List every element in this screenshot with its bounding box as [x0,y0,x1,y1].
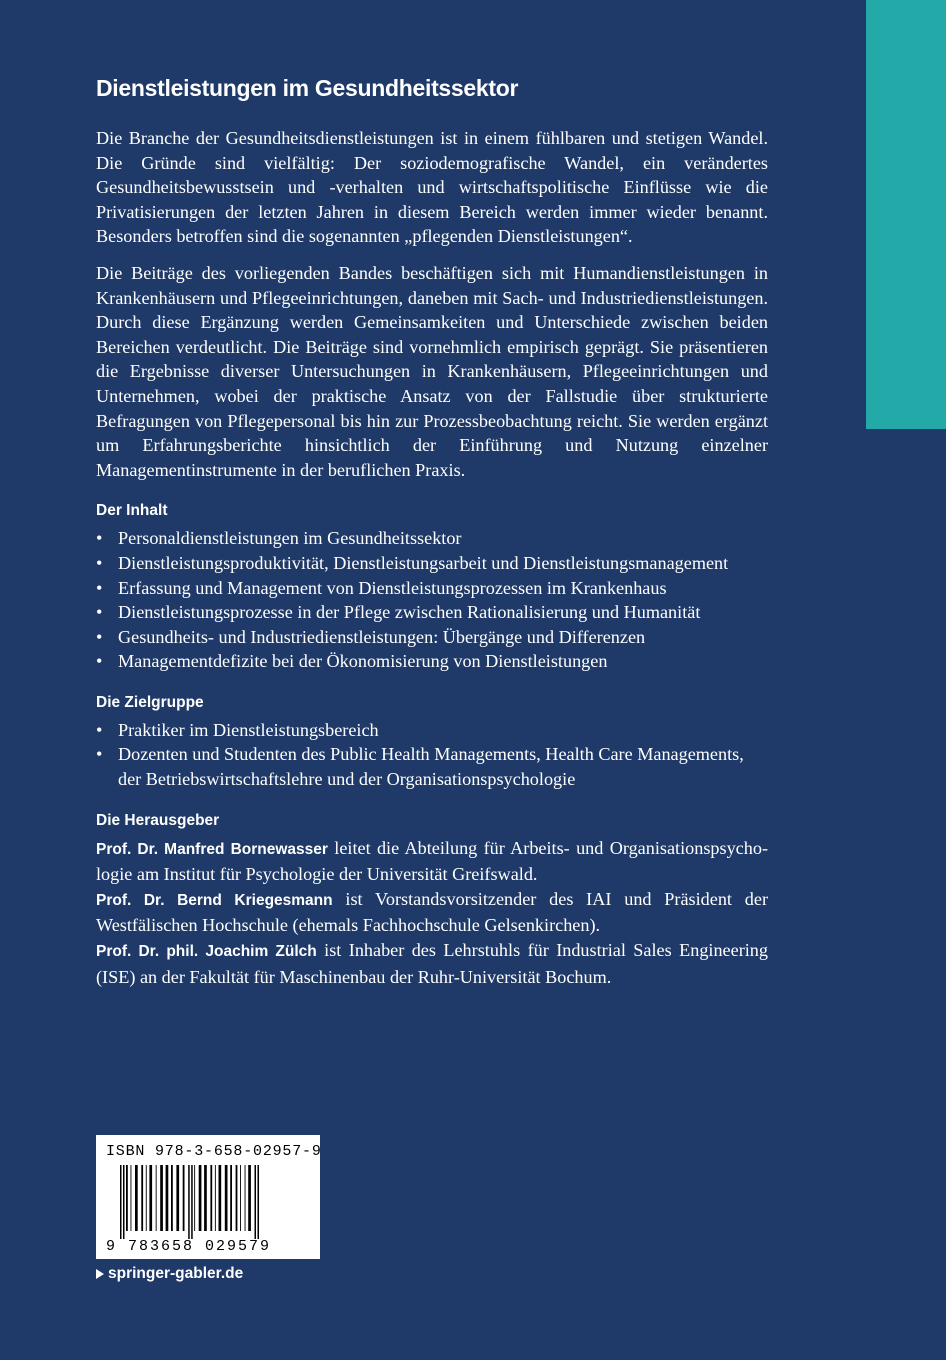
list-item: • Managementdefizite bei der Ökonomisierung von Dienstleistungen [96,649,768,674]
barcode-bar [210,1165,212,1231]
barcode-bar [146,1165,147,1231]
barcode-bar [126,1165,128,1231]
barcode-bar [204,1165,207,1231]
barcode-bar [120,1165,122,1239]
editor-description: ist Vorstandsvorsitzender des IAI und Präsident der Westfälischen Hochschule (ehemals Fachhochschule Gelsenkirchen). [96,889,768,936]
barcode-bar [141,1165,143,1231]
website-link[interactable]: springer-gabler.de [108,1265,244,1282]
barcode-number: 9 783658 029579 [106,1238,272,1255]
barcode-bar [131,1165,132,1231]
arrow-right-icon [96,1269,104,1279]
barcode-bar [160,1165,163,1231]
barcode-bar [166,1165,169,1231]
barcode-bar [191,1165,193,1239]
contents-paragraph: Die Beiträge des vorliegenden Bandes beschäftigen sich mit Humandienstleistungen in Krankenhäusern und Pflegeeinrichtungen, daneben mit Sach- und Industriedienstleistungen. Durch diese Ergänzung werden Gemeinsamkeiten und Unterschiede zwischen beiden Bereichen verdeutlicht. Die Beiträge sind vornehmlich empirisch geprägt. Sie präsentieren die Ergebnisse diverser Untersuchungen in Krankenhäusern, Pflegeeinrichtungen und Unternehmen, wobei der praktische Ansatz von der Fallstudie über strukturierte Befragungen von Pflegepersonal bis hin zur Prozessbeobachtung reicht. Sie werden ergänzt um Erfahrungsberichte hinsichtlich der Einführung und Nutzung einzelner Managementinstrumente in der beruflichen Praxis. [96,262,768,480]
list-item: • Dienstleistungsproduktivität, Dienstleistungsarbeit und Dienstleistungsmanagement [96,551,768,576]
list-item: • Praktiker im Dienstleistungsbereich [96,718,768,743]
list-item: • Dozenten und Studenten des Public Health Managements, Health Care Managements, der Betriebswirtschaftslehre und der Organisationspsychologie [96,742,768,791]
editor-entry [96,836,768,887]
back-cover-content [96,72,768,990]
list-item: • Gesundheits- und Industriedienstleistungen: Übergänge und Differenzen [96,625,768,650]
zielgruppe-heading: Die Zielgruppe [96,693,204,711]
book-title: Dienstleistungen im Gesundheitssektor [96,75,519,101]
inhalt-list [96,526,768,674]
barcode-bar [135,1165,138,1231]
barcode-bar [171,1165,173,1231]
editor-description: leitet die Abteilung für Arbeits- und Organisationspsychologie am Institut für Psychologie der Universität Greifswald. [96,837,768,884]
barcode-bar [123,1165,125,1239]
barcode-bar [225,1165,228,1231]
barcode-bar [194,1165,195,1231]
barcode-bar [188,1165,190,1239]
barcode-bar [215,1165,216,1231]
barcode-bars [106,1165,310,1239]
list-item: • Erfassung und Management von Dienstleistungsprozessen im Krankenhaus [96,576,768,601]
barcode-bar [255,1165,257,1239]
publisher-website[interactable] [96,1263,243,1285]
barcode-bar [236,1165,238,1231]
list-item: • Dienstleistungsprozesse in der Pflege zwischen Rationalisierung und Humanität [96,600,768,625]
barcode-bar [219,1165,222,1231]
editor-entry [96,887,768,938]
editor-entry [96,938,768,989]
barcode-bar [240,1165,241,1231]
barcode-bar [230,1165,232,1231]
isbn-barcode [96,1135,320,1259]
editor-name: Prof. Dr. Bernd Kriegesmann [96,892,333,910]
barcode-bar [156,1165,157,1231]
editor-name: Prof. Dr. phil. Joachim Zülch [96,943,317,961]
barcode-bar [149,1165,152,1231]
herausgeber-heading: Die Herausgeber [96,811,220,829]
zielgruppe-list [96,718,768,792]
editor-name: Prof. Dr. Manfred Bornewasser [96,840,328,858]
list-item: • Personaldienstleistungen im Gesundheitssektor [96,526,768,551]
barcode-bar [183,1165,185,1231]
intro-paragraph: Die Branche der Gesundheitsdienstleistungen ist in einem fühlbaren und stetigen Wandel. Die Gründe sind vielfältig: Der soziodemografische Wandel, ein verändertes Gesundheitsbewusstsein und -verhalten und wirtschaftspolitische Einflüsse wie die Privatisierungen der letzten Jahren in diesem Bereich werden immer wieder benannt. Besonders betroffen sind die sogenannten „pflegenden Dienstleistungen“. [96,128,768,247]
barcode-bar [258,1165,260,1239]
barcode-bar [199,1165,202,1231]
barcode-bar [248,1165,251,1231]
inhalt-heading: Der Inhalt [96,502,168,520]
barcode-bar [176,1165,179,1231]
isbn-label: ISBN 978-3-658-02957-9 [106,1143,322,1160]
editor-description: ist Inhaber des Lehrstuhls für Industrial Sales Engineering (ISE) an der Fakultät für Maschinenbau der Ruhr-Universität Bochum. [96,940,768,987]
accent-strip [866,0,946,429]
barcode-bar [245,1165,246,1231]
